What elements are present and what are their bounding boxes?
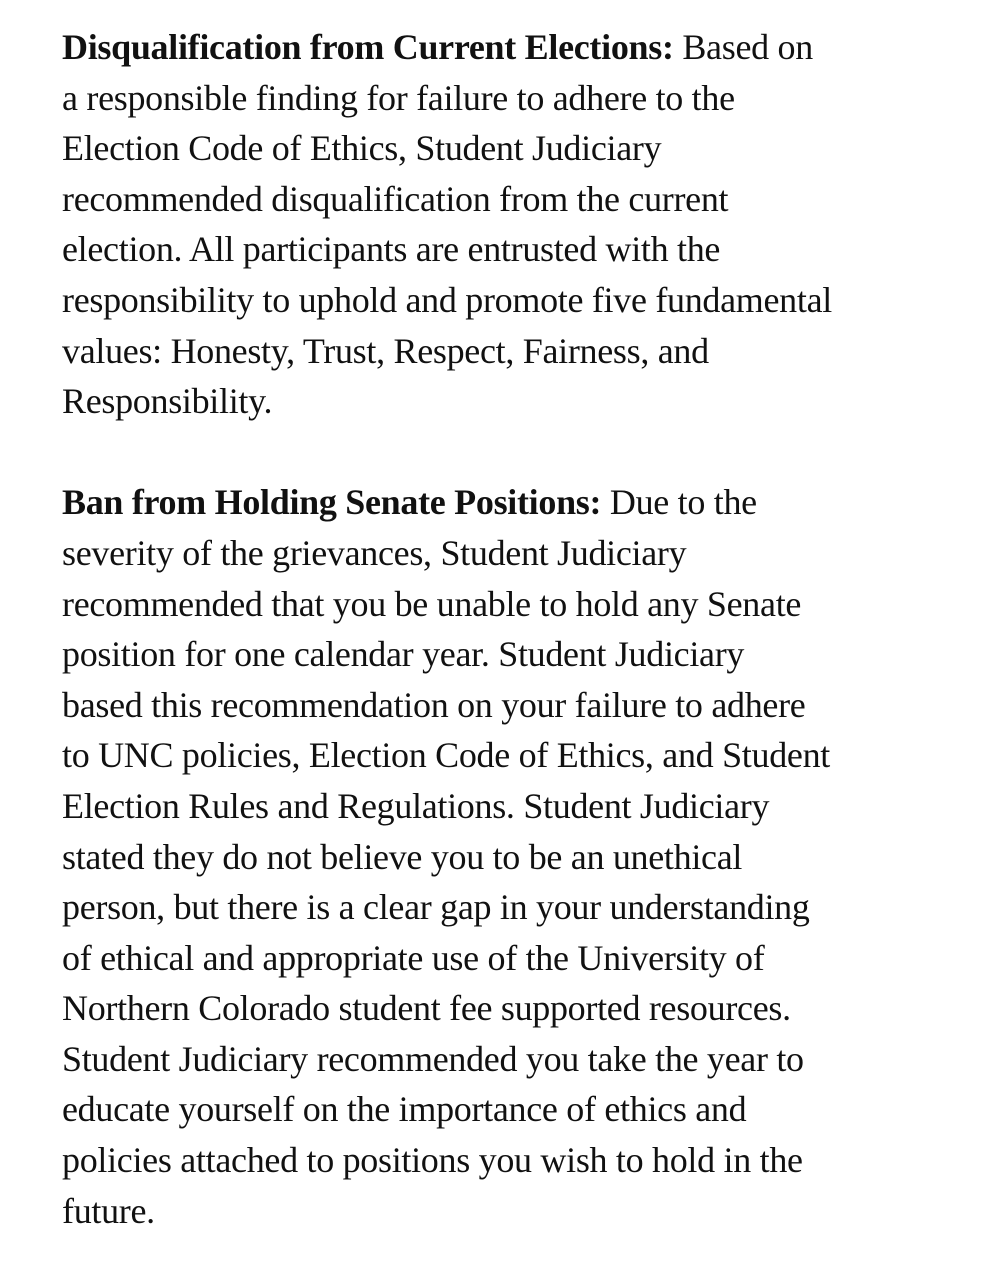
section-line: educate yourself on the importance of ethics and <box>62 1089 747 1130</box>
section-line: to UNC policies, Election Code of Ethics, and Student <box>62 735 830 776</box>
section-line: policies attached to positions you wish to hold in the <box>62 1140 803 1181</box>
section-heading: Disqualification from Current Elections: <box>62 27 674 67</box>
document-body <box>62 22 992 1236</box>
section-line: values: Honesty, Trust, Respect, Fairness, and <box>62 330 709 371</box>
section-line: a responsible finding for failure to adhere to the <box>62 77 735 118</box>
section-line: future. <box>62 1190 155 1231</box>
section-line: based this recommendation on your failure to adhere <box>62 684 806 725</box>
paragraph-spacer <box>62 427 992 478</box>
section-first-line <box>62 22 992 73</box>
section-line: stated they do not believe you to be an unethical <box>62 836 743 877</box>
section-line: Election Code of Ethics, Student Judiciary <box>62 128 662 169</box>
section-text: Due to the <box>601 482 757 523</box>
section-heading: Ban from Holding Senate Positions: <box>62 482 602 523</box>
section-line: Northern Colorado student fee supported resources. <box>62 988 791 1029</box>
section-line: election. All participants are entrusted with the <box>62 229 721 270</box>
section-line: Responsibility. <box>62 381 273 422</box>
section-first-line <box>62 477 992 528</box>
section-text: Based on <box>673 27 813 67</box>
section-line: responsibility to uphold and promote five fundamental <box>62 279 832 320</box>
section-line: Student Judiciary recommended you take the year to <box>62 1038 804 1079</box>
section-line: of ethical and appropriate use of the University of <box>62 937 765 978</box>
section-senate-ban <box>62 477 992 1236</box>
section-line: Election Rules and Regulations. Student Judiciary <box>62 785 770 826</box>
section-line: position for one calendar year. Student Judiciary <box>62 634 745 675</box>
section-line: recommended that you be unable to hold any Senate <box>62 583 802 624</box>
section-disqualification <box>62 22 992 427</box>
section-line: recommended disqualification from the current <box>62 178 729 219</box>
section-line: severity of the grievances, Student Judiciary <box>62 532 687 573</box>
section-line: person, but there is a clear gap in your understanding <box>62 887 810 928</box>
